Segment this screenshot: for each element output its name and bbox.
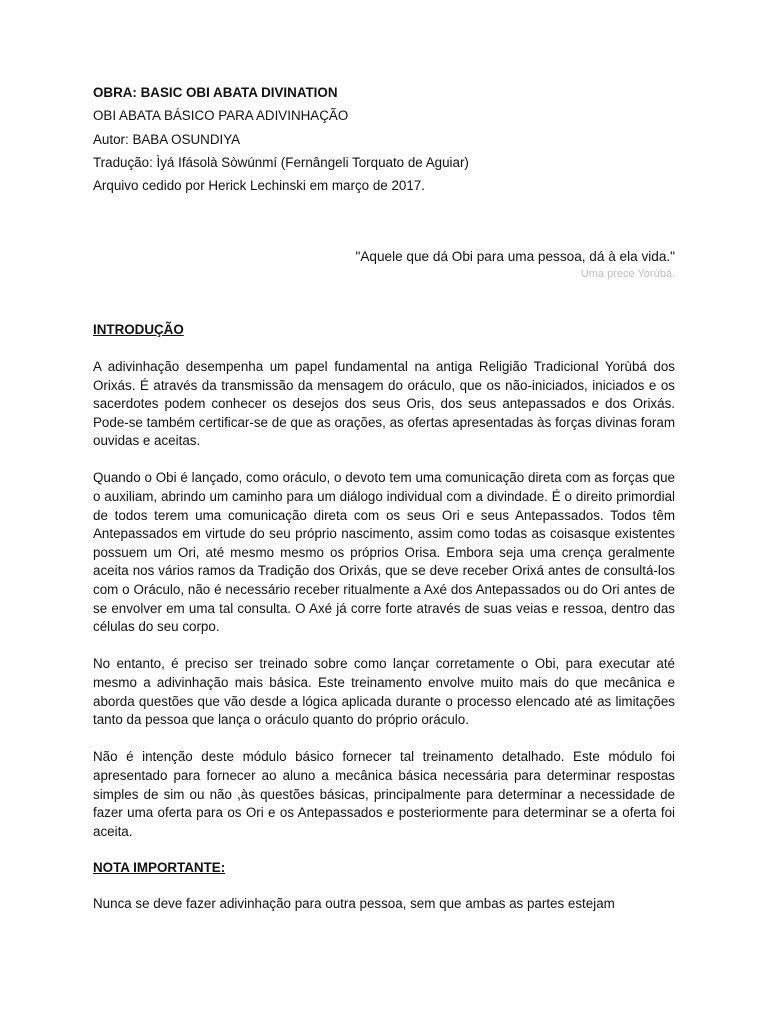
work-title: OBRA: BASIC OBI ABATA DIVINATION xyxy=(93,85,338,100)
intro-paragraph-3: No entanto, é preciso ser treinado sobre como lançar corretamente o Obi, para executar até mesmo a adivinhação mais básica. Este treinamento envolve muito mais do que mecânica e aborda questões que vão desde a lógica aplicada durante o processo elencado até as limitações tanto da pessoa que lança o oráculo quanto do próprio oráculo. xyxy=(93,656,675,728)
epigraph-source: Uma prece Yorùbá. xyxy=(580,268,675,281)
intro-heading: INTRODUÇÃO xyxy=(93,322,184,338)
epigraph-quote: "Aquele que dá Obi para uma pessoa, dá à ela vida." xyxy=(355,248,675,264)
archive-line: Arquivo cedido por Herick Lechinski em março de 2017. xyxy=(93,178,425,194)
intro-paragraph-1: A adivinhação desempenha um papel fundamental na antiga Religião Tradicional Yorùbá dos Orixás. É através da transmissão da mensagem do oráculo, que os não-iniciados, iniciados e os sacerdotes podem conhecer os desejos dos seus Oris, dos seus antepassados e dos Orixás. Pode-se também certificar-se de que as orações, as ofertas apresentadas às forças divinas foram ouvidas e aceitas. xyxy=(93,358,675,449)
author-line: Autor: BABA OSUNDIYA xyxy=(93,131,241,147)
document-page xyxy=(93,84,675,914)
note-text: Nunca se deve fazer adivinhação para outra pessoa, sem que ambas as partes estejam xyxy=(93,895,615,911)
note-heading: NOTA IMPORTANTE: xyxy=(93,860,226,876)
portuguese-title: OBI ABATA BÁSICO PARA ADIVINHAÇÃO xyxy=(93,108,349,124)
intro-paragraph-2: Quando o Obi é lançado, como oráculo, o devoto tem uma comunicação direta com as forças que o auxiliam, abrindo um caminho para um diálogo individual com a divindade. É o direito primordial de todos terem uma comunicação direta com os seus Ori e seus Antepassados. Todos têm Antepassados em virtude do seu próprio nascimento, assim como todas as coisasque existentes possuem um Ori, até mesmo mesmo os próprios Orisa. Embora seja uma crença geralmente aceita nos vários ramos da Tradição dos Orixás, que se deve receber Orixá antes de consultá-los com o Oráculo, não é necessário receber ritualmente a Axé dos Antepassados ou do Ori antes de se envolver em uma tal consulta. O Axé já corre forte através de suas veias e ressoa, dentro das células do seu corpo. xyxy=(93,470,675,635)
translation-line: Tradução: Ìyá Ifásolà Sòwúnmí (Fernângeli Torquato de Aguiar) xyxy=(93,154,469,170)
intro-paragraph-4: Não é intenção deste módulo básico fornecer tal treinamento detalhado. Este módulo foi apresentado para fornecer ao aluno a mecânica básica necessária para determinar respostas simples de sim ou não ,às questões básicas, principalmente para determinar a necessidade de fazer uma oferta para os Ori e os Antepassados e posteriormente para determinar se a oferta foi aceita. xyxy=(93,749,675,839)
